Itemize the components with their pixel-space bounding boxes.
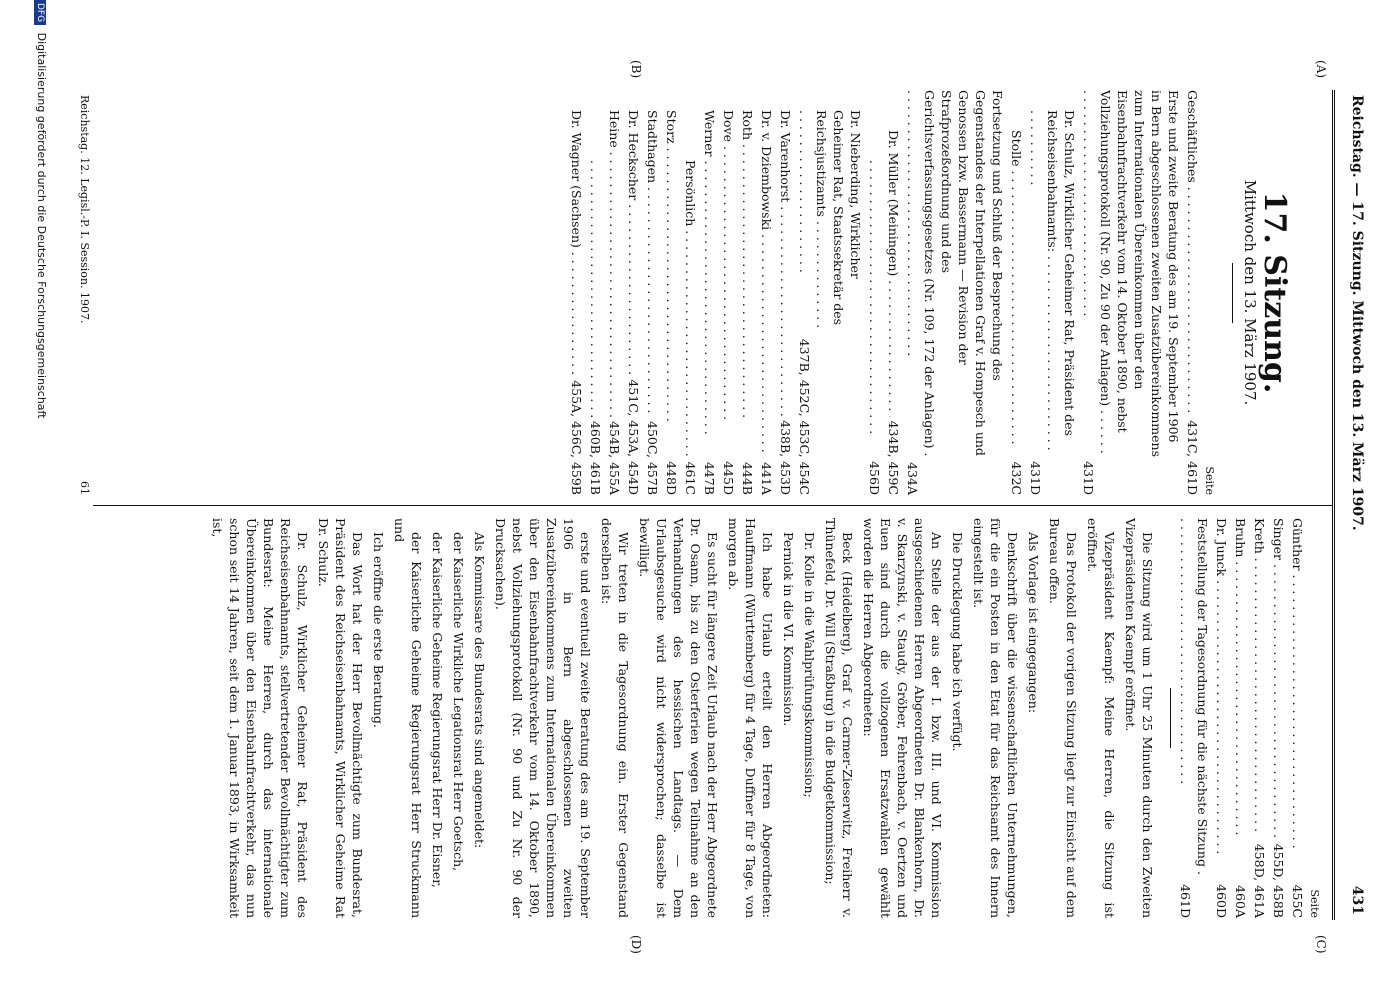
toc-entry-page: 448D [664, 461, 679, 495]
toc-entry-page: 437B, 452C, 453C, 454C [797, 338, 812, 495]
toc-entry [1027, 90, 1078, 495]
toc-entry-text: Stadthagen . . . [644, 110, 661, 417]
toc-entry-text: Dr. Varenhorst . . . [777, 110, 794, 416]
toc-entry [1213, 518, 1230, 918]
toc-entry-text: Singer . . . [1270, 518, 1287, 840]
toc-entry [568, 90, 585, 495]
toc-entry-page: 460A [1233, 885, 1248, 918]
toc-entry [866, 90, 883, 495]
footer [78, 95, 91, 495]
toc-right [1177, 518, 1306, 918]
toc-entry-page: 441A [759, 462, 774, 495]
toc-entry-page: 431C, 461D [1185, 420, 1200, 495]
toc-entry-text: Roth . . . [739, 110, 756, 458]
toc-entry-text: Kreth . . . [1251, 518, 1268, 840]
paragraph: Dr. Schulz, Wirklicher Geheimer Rat, Präsident des Reichseisenbahnamts, stellvertretender Bevollmächtigter zum Bundesrat: Meine Herren, durch das internationale Übereinkommen über den Eisenbahnfrachtverkehr, das nun schon seit 14 Jahren, seit dem 1. Januar 1893, in Wirksamkeit ist, [210, 518, 310, 918]
toc-entry-page: 447B [702, 461, 717, 495]
margin-mark-b: (B) [629, 60, 643, 79]
paragraph: der Kaiserliche Wirkliche Legationsrat Herr Goetsch, [451, 532, 466, 872]
toc-entry-page: 444B [740, 461, 755, 495]
margin-mark-d: (D) [629, 935, 643, 954]
short-rule-right [1170, 688, 1171, 748]
paragraph: Beck (Heidelberg), Graf v. Carmer-Zieserwitz, Freiherr v. Thünefeld, Dr. Will (Straßburg) in die Budgetkommission; [823, 518, 855, 918]
toc-entry-page: 451C, 453A, 454D [626, 379, 641, 495]
toc-entry [1289, 518, 1306, 918]
toc-entry-text: Dove . . . [720, 110, 737, 457]
toc-entry [682, 90, 699, 495]
toc-entry [1177, 518, 1211, 918]
footer-left: Reichstag. 12. Legisl.-P. I. Session. 1907. [78, 95, 91, 324]
header-title: Reichstag. — 17. Sitzung. Mittwoch den 13. März 1907. [1349, 95, 1365, 531]
toc-entry-page: 460D [1214, 884, 1229, 918]
paragraph: Ich eröffne die erste Beratung. [371, 532, 386, 728]
toc-entry [885, 90, 902, 495]
short-rule [1232, 263, 1233, 323]
toc-entry-text [587, 160, 604, 417]
left-column [566, 90, 1323, 495]
paragraph: Perniok in die VI. Kommission. [781, 532, 796, 727]
toc-entry [739, 90, 756, 495]
toc-entry-text: Dr. Heckscher . . . [625, 110, 642, 375]
paragraph: An Stelle der aus der I. bzw. III. und VI. Kommission ausgeschiedenen Herren Abgeordneten Dr. Blankenhorn, Dr. v. Skarzynski, v. Staudy, Gröber, Fehrenbach, v. Oertzen und Euen sind durch die vollzogenen Ersatzwahlen gewählt worden die Herren Abgeordneten: [861, 518, 944, 918]
toc-entry [1270, 518, 1287, 918]
toc-entry [904, 90, 1006, 495]
session-title: 17. Sitzung. [1257, 191, 1292, 394]
page-number: 431 [1349, 885, 1365, 915]
toc-entry [663, 90, 680, 495]
toc-entry-page: 431D [1028, 461, 1043, 495]
toc-entry [1251, 518, 1268, 918]
toc-entry-text: Geschäftliches . . . [1184, 90, 1201, 416]
toc-entry-text: Storz . . . [663, 110, 680, 457]
toc-entry-page: 458D, 461A [1252, 843, 1267, 918]
toc-entry-page: 461D [1178, 884, 1193, 918]
paragraph: Die Drucklegung habe ich verfügt. [950, 532, 965, 752]
paragraph: Dr. Kolle in die Wahlprüfungskommission; [802, 532, 817, 798]
toc-entry-page: 450C, 457B [645, 421, 660, 495]
toc-entry [758, 90, 775, 495]
toc-entry [720, 90, 737, 495]
toc-entry [1080, 90, 1182, 495]
toc-entry-page: 456D [867, 461, 882, 495]
toc-entry-text: Dr. Wagner (Sachsen) . . . [568, 110, 585, 376]
toc-entry-page: 460B, 461B [588, 420, 603, 495]
paragraph: der Kaiserliche Geheime Regierungsrat Herr Dr. Eisner, [430, 532, 445, 888]
paragraph: Das Wort hat der Herr Bevollmächtigte zum Bundesrat, Präsident des Reichseisenbahnamts, Wirklicher Geheime Rat Dr. Schulz. [316, 518, 365, 918]
paragraph: der Kaiserliche Geheime Regierungsrat Herr Struckmann und [392, 518, 424, 918]
column-divider [93, 505, 1333, 506]
toc-entry [1008, 90, 1025, 495]
session-date: Mittwoch den 13. März 1907. [1241, 179, 1259, 406]
toc-entry-text: Dr. Schulz, Wirklicher Geheimer Rat, Präsident des Reichseisenbahnamts: . . . [1027, 110, 1078, 457]
toc-entry-text: Bruhn . . . [1232, 518, 1249, 881]
paragraph: Die Sitzung wird um 1 Uhr 25 Minuten durch den Zweiten Vizepräsidenten Kaempf eröffnet. [1123, 518, 1155, 918]
toc-entry-page: 454B, 455A [607, 421, 622, 495]
toc-entry-page: 461C [683, 461, 698, 495]
toc-entry [1184, 90, 1201, 495]
paragraph: erste und eventuell zweite Beratung des am 19. September 1906 in Bern abgeschlossenen zweiten Zusatzübereinkommens zum Internationalen Übereinkommen über den Eisenbahnfrachtverkehr vom 14. Oktober 1890, nebst Vollziehungsprotokoll (Nr. 90 und Zu Nr. 90 der Drucksachen). [493, 518, 593, 918]
dfg-logo: DFG [34, 0, 46, 25]
paragraph: Es sucht für längere Zeit Urlaub nach der Herr Abgeordnete Dr. Osann, bis zu den Osterferien wegen Teilnahme an den Verhandlungen des hessischen Landtags. — Dem Urlaubsgesuche wird nicht widersprochen; dasselbe ist bewilligt. [637, 518, 720, 918]
toc-entry-page: 445D [721, 461, 736, 495]
paragraph: Vizepräsident Kaempf: Meine Herren, die Sitzung ist eröffnet. [1085, 518, 1117, 918]
toc-entry-text: Stolle . . . [1008, 130, 1025, 458]
toc-entry [1232, 518, 1249, 918]
toc-entry [701, 90, 718, 495]
proceedings-text [209, 518, 1156, 918]
toc-entry-text: Fortsetzung und Schluß der Besprechung des Gegenstandes der Interpellationen Graf v. Hompesch und Genossen bzw. Bassermann — Revision der Strafprozeßordnung und des Gerichtsverfassungsgesetzes (Nr. 109, 172 der Anlagen) . . . [904, 90, 1006, 458]
paragraph: Denkschrift über die wissenschaftlichen Unternehmungen, für die ein Posten in den Etat für das Reichsamt des Innern eingestellt ist. [971, 518, 1020, 918]
paragraph: Als Vorlage ist eingegangen: [1026, 532, 1041, 714]
toc-entry-text: Dr. v. Dziembowski . . . [758, 110, 775, 458]
sheet-number: 61 [78, 481, 91, 495]
toc-entry [587, 90, 604, 495]
toc-entry [606, 90, 623, 495]
toc-entry-page: 455D, 458B [1271, 843, 1286, 918]
margin-mark-c: (C) [1314, 935, 1328, 954]
toc-entry [796, 90, 864, 495]
digitization-text: Digitalisierung gefördert durch die Deutsche Forschungsgemeinschaft [35, 32, 48, 419]
digitization-note [34, 0, 48, 1000]
toc-entry-page: 432C [1009, 461, 1024, 495]
toc-entry-text: Persönlich . . . [682, 160, 699, 458]
toc-entry-text: Dr. Nieberding, Wirklicher Geheimer Rat, Staatssekretär des Reichsjustizamts . . . [796, 110, 864, 335]
right-column [205, 518, 1323, 918]
seite-label: Seite [1203, 466, 1216, 495]
toc-entry-page: 434B, 459C [886, 420, 901, 495]
paragraph: Das Protokoll der vorigen Sitzung liegt zur Einsicht auf dem Bureau offen. [1047, 518, 1079, 918]
toc-entry-text [866, 160, 883, 457]
toc-entry-page: 455C [1290, 884, 1305, 918]
toc-entry-text: Dr. Müller (Meiningen) . . . [885, 130, 902, 417]
toc-left [568, 90, 1201, 495]
toc-entry-page: 431D [1081, 461, 1096, 495]
toc-entry-page: 434A [905, 462, 920, 495]
toc-entry-text: Heine . . . [606, 110, 623, 417]
toc-entry-page: 455A, 456C, 459B [569, 380, 584, 495]
toc-entry-text: Werner . . . [701, 110, 718, 458]
toc-entry-text: Günther . . . [1289, 518, 1306, 881]
toc-entry-text: Feststellung der Tagesordnung für die nächste Sitzung . . . [1177, 518, 1211, 880]
toc-entry-page: 438B, 453D [778, 420, 793, 495]
toc-entry-text: Erste und zweite Beratung des am 19. September 1906 in Bern abgeschlossenen zweiten Zusatzübereinkommens zum Internationalen Übereinkommen über den Eisenbahnfrachtverkehr vom 14. Oktober 1890, nebst Vollziehungsprotokoll (Nr. 90, Zu 90 der Anlagen) . . . [1080, 90, 1182, 457]
toc-entry-text: Dr. Junck . . . [1213, 518, 1230, 880]
paragraph: Wir treten in die Tagesordnung ein. Erster Gegenstand derselben ist: [599, 518, 631, 918]
paragraph: Als Kommissare des Bundesrats sind angemeldet: [472, 532, 487, 849]
seite-label-right: Seite [1308, 889, 1321, 918]
paragraph: Ich habe Urlaub erteilt den Herren Abgeordneten: Hauffmann (Württemberg) für 4 Tage, Duffner für 8 Tage, von morgen ab. [726, 518, 775, 918]
toc-entry [625, 90, 642, 495]
margin-mark-a: (A) [1314, 60, 1328, 79]
toc-entry [777, 90, 794, 495]
toc-entry [644, 90, 661, 495]
